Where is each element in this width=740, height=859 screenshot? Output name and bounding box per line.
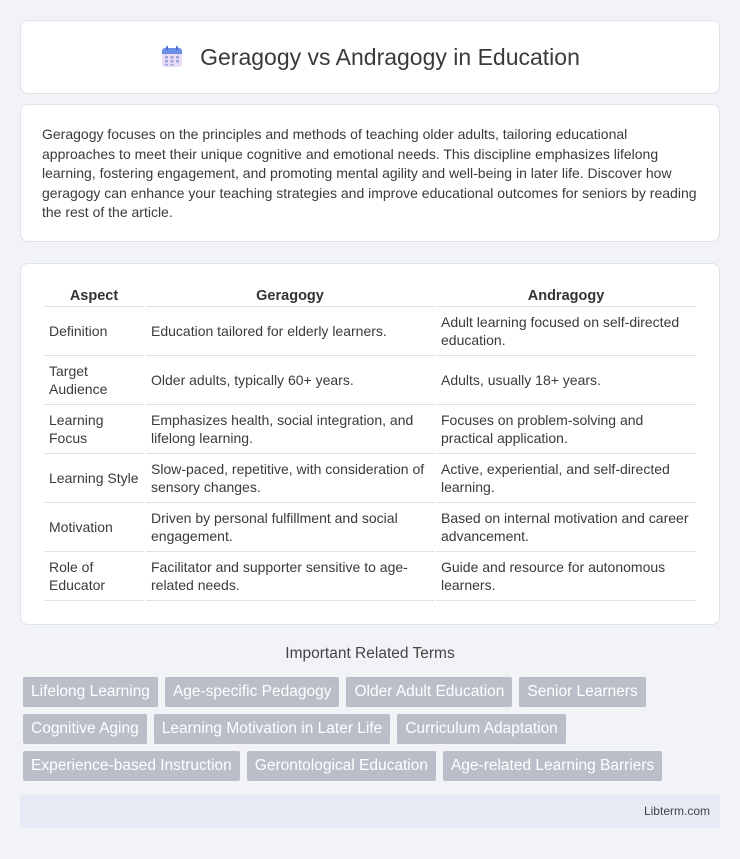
calendar-icon [160, 45, 184, 69]
related-term-tag[interactable]: Cognitive Aging [23, 714, 147, 744]
row-geragogy: Emphasizes health, social integration, and lifelong learning. [146, 405, 434, 454]
row-andragogy: Adult learning focused on self-directed education. [436, 307, 696, 356]
row-andragogy: Focuses on problem-solving and practical application. [436, 405, 696, 454]
row-aspect: Target Audience [44, 356, 144, 405]
header-geragogy: Geragogy [146, 283, 434, 307]
related-term-tag[interactable]: Gerontological Education [247, 751, 436, 781]
row-geragogy: Driven by personal fulfillment and social engagement. [146, 503, 434, 552]
row-aspect: Role of Educator [44, 552, 144, 601]
row-geragogy: Older adults, typically 60+ years. [146, 356, 434, 405]
intro-card [20, 104, 720, 242]
related-term-tag[interactable]: Lifelong Learning [23, 677, 158, 707]
row-aspect: Motivation [44, 503, 144, 552]
row-aspect: Learning Style [44, 454, 144, 503]
row-andragogy: Active, experiential, and self-directed learning. [436, 454, 696, 503]
table-row [44, 552, 696, 601]
related-terms-list [23, 677, 723, 781]
page-title: Geragogy vs Andragogy in Education [200, 43, 580, 70]
related-term-tag[interactable]: Learning Motivation in Later Life [154, 714, 391, 744]
row-andragogy: Adults, usually 18+ years. [436, 356, 696, 405]
row-aspect: Definition [44, 307, 144, 356]
header-aspect: Aspect [44, 283, 144, 307]
table-header-row [44, 283, 696, 307]
related-term-tag[interactable]: Senior Learners [519, 677, 645, 707]
row-geragogy: Slow-paced, repetitive, with consideration of sensory changes. [146, 454, 434, 503]
related-term-tag[interactable]: Experience-based Instruction [23, 751, 240, 781]
footer [20, 795, 720, 828]
intro-text: Geragogy focuses on the principles and methods of teaching older adults, tailoring educational approaches to meet their unique cognitive and emotional needs. This discipline emphasizes lifelong learning, fostering engagement, and promoting mental agility and well-being in later life. Discover how geragogy can enhance your teaching strategies and improve educational outcomes for seniors by reading the rest of the article. [42, 126, 697, 221]
comparison-card [20, 263, 720, 625]
row-andragogy: Guide and resource for autonomous learners. [436, 552, 696, 601]
row-aspect: Learning Focus [44, 405, 144, 454]
table-row [44, 307, 696, 356]
header-andragogy: Andragogy [436, 283, 696, 307]
footer-brand-link[interactable]: Libterm.com [643, 804, 710, 818]
table-row [44, 454, 696, 503]
table-row [44, 356, 696, 405]
table-row [44, 503, 696, 552]
header-card [20, 20, 720, 94]
comparison-table [42, 283, 698, 601]
related-terms-title: Important Related Terms [285, 645, 455, 662]
related-term-tag[interactable]: Age-related Learning Barriers [443, 751, 662, 781]
related-term-tag[interactable]: Age-specific Pedagogy [165, 677, 340, 707]
related-term-tag[interactable]: Curriculum Adaptation [397, 714, 566, 744]
row-andragogy: Based on internal motivation and career advancement. [436, 503, 696, 552]
row-geragogy: Facilitator and supporter sensitive to age-related needs. [146, 552, 434, 601]
related-term-tag[interactable]: Older Adult Education [346, 677, 512, 707]
row-geragogy: Education tailored for elderly learners. [146, 307, 434, 356]
table-row [44, 405, 696, 454]
